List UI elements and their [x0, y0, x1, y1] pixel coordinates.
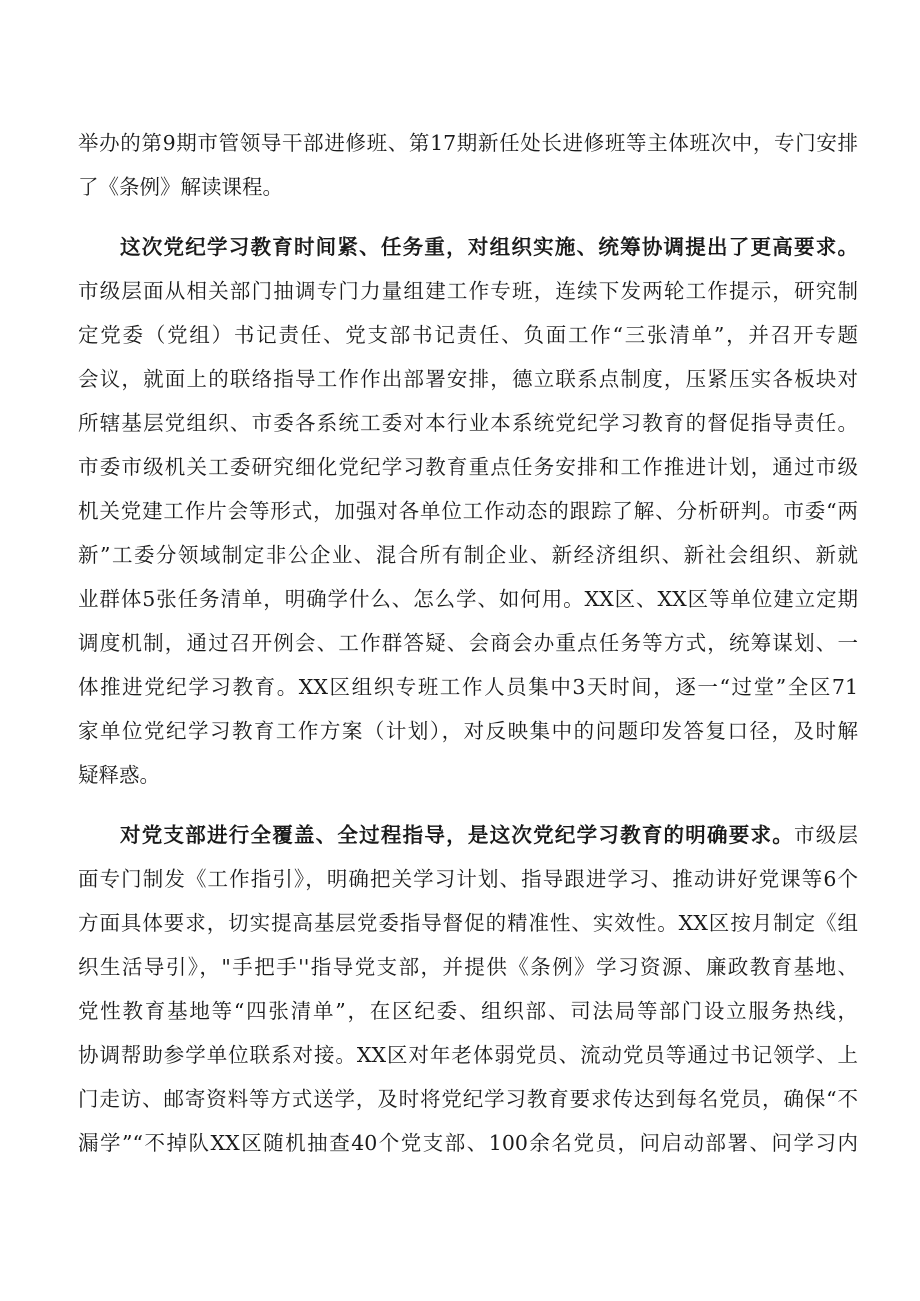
body-line: 方面具体要求，切实提高基层党委指导督促的精准性、实效性。XX区按月制定《组: [78, 911, 858, 935]
body-line: 所辖基层党组织、市委各系统工委对本行业本系统党纪学习教育的督促指导责任。: [78, 411, 858, 435]
body-line: 调度机制，通过召开例会、工作群答疑、会商会办重点任务等方式，统筹谋划、一: [78, 631, 858, 655]
body-line: 织生活导引》，"手把手''指导党支部，并提供《条例》学习资源、廉政教育基地、: [78, 955, 858, 979]
body-line: 疑释惑。: [78, 763, 160, 787]
body-line: 漏学”“不掉队XX区随机抽查40个党支部、100余名党员，问启动部署、问学习内: [78, 1131, 858, 1155]
body-line: 市级层面从相关部门抽调专门力量组建工作专班，连续下发两轮工作提示，研究制: [78, 279, 858, 303]
body-line: 新”工委分领域制定非公企业、混合所有制企业、新经济组织、新社会组织、新就: [78, 543, 858, 567]
body-line: 会议，就面上的联络指导工作作出部署安排，德立联系点制度，压紧压实各板块对: [78, 367, 858, 391]
body-line: 机关党建工作片会等形式，加强对各单位工作动态的跟踪了解、分析研判。市委“两: [78, 499, 858, 523]
body-line: 家单位党纪学习教育工作方案（计划），对反映集中的问题印发答复口径，及时解: [78, 719, 858, 743]
paragraph-lead-line: [120, 820, 858, 850]
body-line: 了《条例》解读课程。: [78, 175, 283, 199]
body-line: 举办的第9期市管领导干部进修班、第17期新任处长进修班等主体班次中，专门安排: [78, 131, 858, 155]
body-line: 业群体5张任务清单，明确学什么、怎么学、如何用。XX区、XX区等单位建立定期: [78, 587, 858, 611]
body-line: 体推进党纪学习教育。XX区组织专班工作人员集中3天时间，逐一“过堂”全区71: [78, 675, 858, 699]
body-line: 协调帮助参学单位联系对接。XX区对年老体弱党员、流动党员等通过书记领学、上: [78, 1043, 858, 1067]
body-line: 定党委（党组）书记责任、党支部书记责任、负面工作“三张清单”，并召开专题: [78, 323, 858, 347]
body-line: 门走访、邮寄资料等方式送学，及时将党纪学习教育要求传达到每名党员，确保“不: [78, 1087, 858, 1111]
paragraph-lead-heading: 这次党纪学习教育时间紧、任务重，对组织实施、统筹协调提出了更高要求。: [120, 235, 858, 259]
body-line: 市委市级机关工委研究细化党纪学习教育重点任务安排和工作推进计划，通过市级: [78, 455, 858, 479]
body-line: 面专门制发《工作指引》，明确把关学习计划、指导跟进学习、推动讲好党课等6个: [78, 867, 858, 891]
paragraph-lead-heading: 对党支部进行全覆盖、全过程指导，是这次党纪学习教育的明确要求。: [120, 823, 795, 847]
paragraph-lead-tail: 市级层: [794, 823, 859, 847]
body-line: 党性教育基地等“四张清单”，在区纪委、组织部、司法局等部门设立服务热线，: [78, 999, 858, 1023]
